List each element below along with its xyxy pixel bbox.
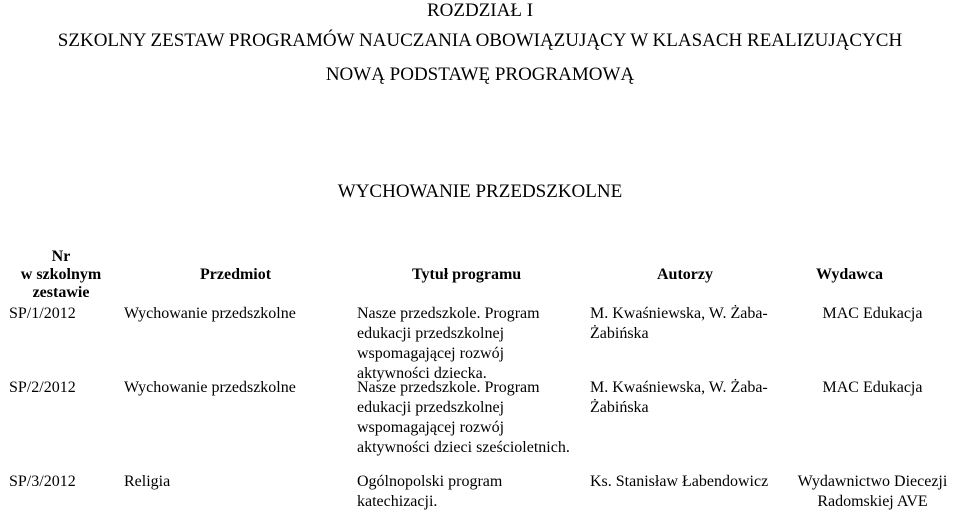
title-line: aktywności dzieci sześcioletnich. bbox=[357, 439, 570, 456]
header-nr-line: Nr bbox=[51, 248, 71, 265]
cell-nr: SP/2/2012 bbox=[9, 379, 76, 396]
title-line: aktywności dziecka. bbox=[357, 365, 487, 382]
publisher-line: MAC Edukacja bbox=[822, 379, 923, 396]
title-line: Nasze przedszkole. Program bbox=[357, 305, 540, 322]
cell-title bbox=[357, 378, 570, 458]
cell-publisher bbox=[795, 304, 950, 324]
header-authors: Autorzy bbox=[657, 266, 713, 283]
title-line: wspomagającej rozwój bbox=[357, 419, 505, 436]
cell-publisher bbox=[795, 472, 950, 512]
author-line: Ks. Stanisław Łabendowicz bbox=[590, 473, 769, 490]
cell-subject: Wychowanie przedszkolne bbox=[124, 379, 296, 396]
header-nr-line: zestawie bbox=[32, 284, 90, 301]
cell-nr: SP/3/2012 bbox=[9, 473, 76, 490]
cell-authors bbox=[590, 378, 768, 418]
title-line: Ogólnopolski program bbox=[357, 473, 503, 490]
author-line: M. Kwaśniewska, W. Żaba- bbox=[590, 379, 768, 396]
header-subject: Przedmiot bbox=[200, 266, 272, 283]
author-line: Żabińska bbox=[590, 325, 649, 342]
publisher-line: Wydawnictwo Diecezji bbox=[797, 473, 948, 490]
header-nr-line: w szkolnym bbox=[20, 266, 102, 283]
cell-publisher bbox=[795, 378, 950, 398]
document-title-line-1: SZKOLNY ZESTAW PROGRAMÓW NAUCZANIA OBOWIĄZUJĄCY W KLASACH REALIZUJĄCYCH bbox=[57, 30, 903, 51]
title-line: edukacji przedszkolnej bbox=[357, 325, 505, 342]
chapter-heading: ROZDZIAŁ I bbox=[426, 0, 534, 21]
cell-nr: SP/1/2012 bbox=[9, 305, 76, 322]
header-title: Tytuł programu bbox=[412, 266, 522, 283]
cell-authors bbox=[590, 472, 768, 492]
section-heading: WYCHOWANIE PRZEDSZKOLNE bbox=[337, 181, 623, 202]
title-line: katechizacji. bbox=[357, 493, 438, 510]
cell-title bbox=[357, 304, 540, 384]
title-line: wspomagającej rozwój bbox=[357, 345, 505, 362]
author-line: Żabińska bbox=[590, 399, 649, 416]
header-nr bbox=[6, 248, 116, 302]
cell-authors bbox=[590, 304, 768, 344]
publisher-line: Radomskiej AVE bbox=[817, 493, 928, 510]
header-publisher: Wydawca bbox=[816, 266, 883, 283]
title-line: Nasze przedszkole. Program bbox=[357, 379, 540, 396]
title-line: edukacji przedszkolnej bbox=[357, 399, 505, 416]
author-line: M. Kwaśniewska, W. Żaba- bbox=[590, 305, 768, 322]
cell-subject: Wychowanie przedszkolne bbox=[124, 305, 296, 322]
cell-subject: Religia bbox=[124, 473, 171, 490]
document-title-line-2: NOWĄ PODSTAWĘ PROGRAMOWĄ bbox=[325, 64, 635, 85]
cell-title bbox=[357, 472, 502, 512]
publisher-line: MAC Edukacja bbox=[822, 305, 923, 322]
